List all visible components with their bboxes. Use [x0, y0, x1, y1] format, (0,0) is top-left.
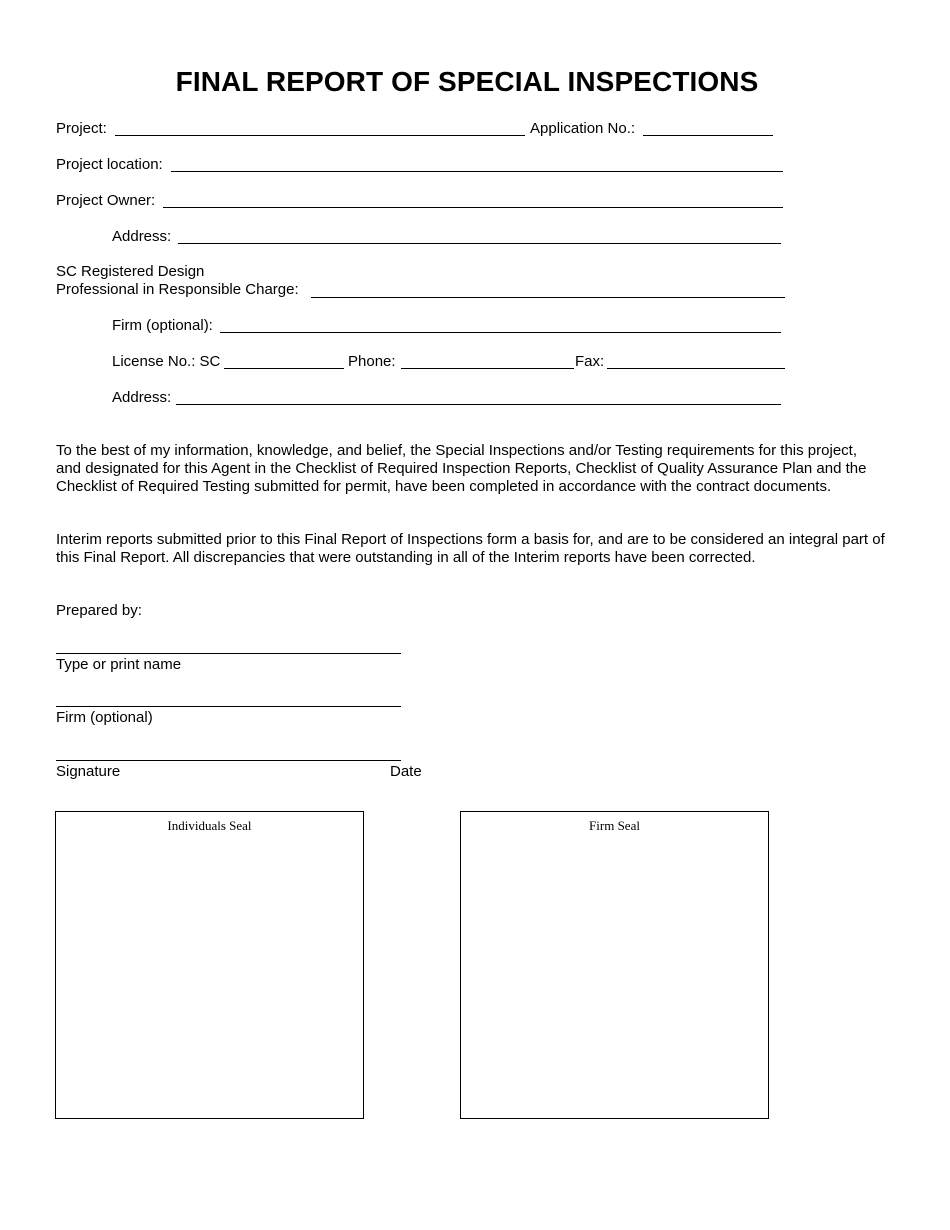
print-name-label: Type or print name [56, 656, 182, 673]
print-name-field[interactable] [56, 653, 401, 654]
owner-address-field[interactable] [178, 243, 781, 244]
project-location-field[interactable] [171, 171, 783, 172]
application-no-field[interactable] [643, 135, 773, 136]
project-label: Project: [56, 120, 107, 137]
signoff-firm-field[interactable] [56, 706, 401, 707]
project-field[interactable] [115, 135, 525, 136]
license-no-label: License No.: SC [112, 353, 221, 370]
signoff-firm-label: Firm (optional) [56, 709, 153, 726]
signature-field[interactable] [56, 760, 401, 761]
firm-optional-label: Firm (optional): [112, 317, 213, 334]
owner-address-label: Address: [112, 228, 172, 245]
prepared-by-label: Prepared by: [56, 602, 142, 619]
firm-seal-label: Firm Seal [589, 818, 640, 833]
application-no-label: Application No.: [530, 120, 636, 137]
design-professional-field[interactable] [311, 297, 785, 298]
license-no-field[interactable] [224, 368, 344, 369]
project-owner-field[interactable] [163, 207, 783, 208]
professional-address-field[interactable] [176, 404, 781, 405]
date-label: Date [390, 763, 422, 780]
project-location-label: Project location: [56, 156, 163, 173]
project-owner-label: Project Owner: [56, 192, 156, 209]
design-professional-label-line1: SC Registered Design [56, 263, 205, 280]
design-professional-label-line2: Professional in Responsible Charge: [56, 281, 299, 298]
phone-field[interactable] [401, 368, 574, 369]
firm-optional-field[interactable] [220, 332, 781, 333]
certification-paragraph: To the best of my information, knowledge, and belief, the Special Inspections and/or Testing requirements for this project, and designated for this Agent in the Checklist of Required Inspection Reports, Checklist of Quality Assurance Plan and the Checklist of Required Testing submitted for permit, have been completed in accordance with the contract documents. [56, 442, 867, 495]
phone-label: Phone: [348, 353, 396, 370]
professional-address-label: Address: [112, 389, 172, 406]
page-title: FINAL REPORT OF SPECIAL INSPECTIONS [175, 66, 759, 97]
individual-seal-box [55, 811, 364, 1119]
fax-label: Fax: [575, 353, 605, 370]
fax-field[interactable] [607, 368, 785, 369]
firm-seal-box [460, 811, 769, 1119]
individual-seal-label: Individuals Seal [167, 818, 252, 833]
interim-reports-paragraph: Interim reports submitted prior to this Final Report of Inspections form a basis for, and are to be considered an integral part of this Final Report. All discrepancies that were outstanding in all of the Interim reports have been corrected. [56, 531, 885, 566]
signature-label: Signature [56, 763, 121, 780]
